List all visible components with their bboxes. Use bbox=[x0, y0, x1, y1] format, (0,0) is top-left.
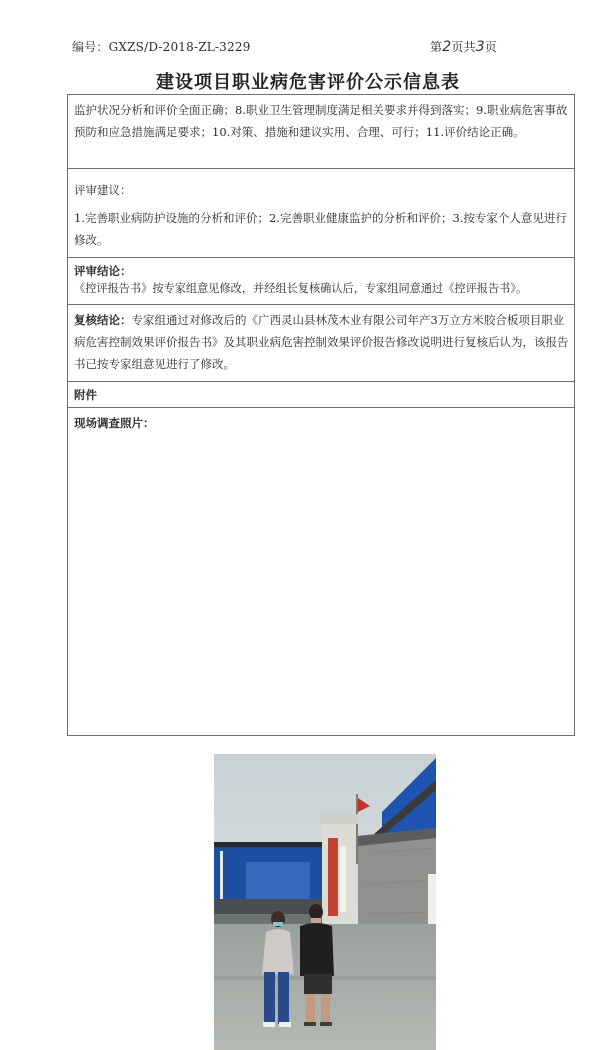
attachment-row bbox=[68, 382, 574, 408]
review-label: 复核结论： bbox=[74, 313, 132, 327]
conclusion-label: 评审结论： bbox=[74, 264, 132, 278]
info-table bbox=[67, 94, 575, 736]
page-prefix: 第 bbox=[430, 40, 443, 54]
suggestion-label: 评审建议： bbox=[74, 183, 132, 197]
monitoring-text: 监护状况分析和评价全面正确；8.职业卫生管理制度满足相关要求并得到落实；9.职业病危害事故预防和应急措施满足要求；10.对策、措施和建议实用、合理、可行；11.评价结论正确。 bbox=[74, 103, 568, 139]
page-mid: 页共 bbox=[451, 40, 476, 54]
review-block bbox=[74, 305, 569, 375]
review-row bbox=[68, 305, 574, 382]
suggestion-row bbox=[68, 169, 574, 258]
document-title: 建设项目职业病危害评价公示信息表 bbox=[156, 72, 460, 93]
page-number bbox=[430, 38, 497, 55]
conclusion-text: 《控评报告书》按专家组意见修改，并经组长复核确认后，专家组同意通过《控评报告书》。 bbox=[74, 282, 528, 295]
review-text: 专家组通过对修改后的《广西灵山县林茂木业有限公司年产3万立方米胶合板项目职业病危害控制效果评价报告书》及其职业病危害控制效果评价报告修改说明进行复核后认为，该报告书已按专家组意见进行了修改。 bbox=[74, 313, 569, 371]
photo-label: 现场调查照片： bbox=[74, 416, 155, 430]
site-survey-photo bbox=[214, 754, 436, 1050]
suggestion-text: 1.完善职业病防护设施的分析和评价；2.完善职业健康监护的分析和评价；3.按专家个人意见进行修改。 bbox=[74, 211, 567, 247]
document-code: 编号：GXZS/D-2018-ZL-3229 bbox=[72, 40, 251, 54]
conclusion-row bbox=[68, 258, 574, 305]
monitoring-row bbox=[68, 95, 574, 169]
photo-row bbox=[68, 408, 574, 736]
page-current: 2 bbox=[442, 39, 452, 55]
page-suffix: 页 bbox=[484, 40, 498, 54]
attachment-label: 附件 bbox=[74, 388, 97, 402]
page-total: 3 bbox=[475, 39, 485, 55]
